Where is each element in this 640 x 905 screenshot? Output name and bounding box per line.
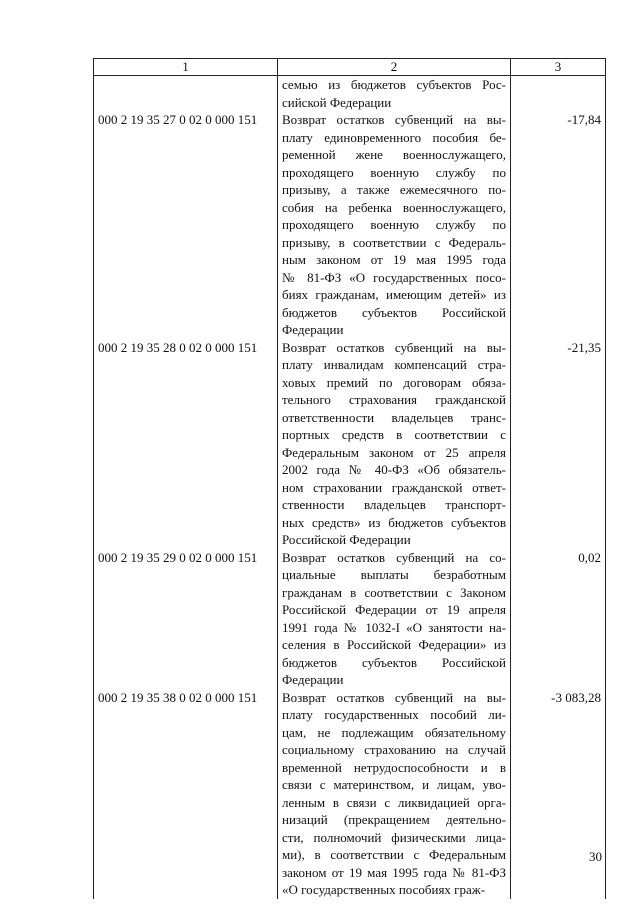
table-row — [94, 689, 606, 899]
text-line: селения в Российской Федерации» из — [282, 637, 506, 652]
text-line: временной нетрудоспособности и в — [282, 759, 506, 775]
row-description — [278, 549, 511, 689]
text-line: ховых премий по договорам обяза- — [282, 374, 506, 390]
text-line: циальные выплаты безработным — [282, 567, 506, 582]
table-row — [94, 76, 606, 112]
text-line: плату единовременного пособия бе- — [282, 129, 506, 145]
text-line: биях гражданам, имеющим детей» из — [282, 287, 506, 302]
text-line: бюджетов субъектов Российской — [282, 654, 506, 670]
header-row — [94, 59, 606, 76]
table-row — [94, 111, 606, 339]
text-line: Федерации — [282, 322, 344, 337]
text-line: Российской Федерации от 19 апреля — [282, 602, 506, 617]
text-line: ственности владельцев транспорт- — [282, 497, 506, 512]
text-line: цам, не подлежащим обязательному — [282, 724, 506, 740]
text-line: ным законом от 19 мая 1995 года — [282, 252, 506, 267]
text-line: Федеральным законом от 25 апреля — [282, 444, 506, 460]
text-line: Возврат остатков субвенций на вы- — [282, 689, 506, 705]
text-line: 1991 года № 1032-I «О занятости на- — [282, 619, 506, 635]
text-line: плату государственных пособий ли- — [282, 707, 506, 722]
table-row — [94, 549, 606, 689]
text-line: семью из бюджетов субъектов Рос- — [282, 77, 506, 92]
text-line: законом от 19 мая 1995 года № 81-ФЗ — [282, 864, 506, 880]
budget-code: 000 2 19 35 27 0 02 0 000 151 — [94, 111, 278, 339]
text-line: призыву, а также ежемесячного по- — [282, 182, 506, 197]
text-line: ленным в связи с ликвидацией орга- — [282, 794, 506, 810]
row-amount: -3 083,28 — [511, 689, 606, 899]
text-line: «О государственных пособиях граж- — [282, 882, 486, 897]
text-line: ном страховании гражданской ответ- — [282, 479, 506, 495]
header-col-3: 3 — [511, 59, 606, 76]
row-description — [278, 689, 511, 899]
table-row — [94, 339, 606, 549]
row-amount: -17,84 — [511, 111, 606, 339]
text-line: ременной жене военнослужащего, — [282, 147, 506, 162]
row-amount: -21,35 — [511, 339, 606, 549]
text-line: сийской Федерации — [282, 94, 392, 110]
header-col-1: 1 — [94, 59, 278, 76]
text-line: социальному страхованию на случай — [282, 742, 506, 757]
text-line: Возврат остатков субвенций на вы- — [282, 339, 506, 355]
text-line: проходящего военную службу по — [282, 164, 506, 180]
text-line: бюджетов субъектов Российской — [282, 304, 506, 320]
text-line: ных средств» из бюджетов субъектов — [282, 514, 506, 530]
text-line: 2002 года № 40-ФЗ «Об обязатель- — [282, 462, 506, 477]
row-description — [278, 111, 511, 339]
text-line: портных средств в соответствии с — [282, 427, 506, 442]
budget-code: 000 2 19 35 28 0 02 0 000 151 — [94, 339, 278, 549]
text-line: Российской Федерации — [282, 532, 411, 547]
row-amount: 0,02 — [511, 549, 606, 689]
text-line: сти, полномочий физическими лица- — [282, 829, 506, 845]
text-line: тельного страхования гражданской — [282, 392, 506, 407]
continuation-text — [278, 76, 511, 112]
budget-code: 000 2 19 35 38 0 02 0 000 151 — [94, 689, 278, 899]
text-line: проходящего военную службу по — [282, 217, 506, 232]
text-line: плату инвалидам компенсаций стра- — [282, 357, 506, 372]
text-line: Возврат остатков субвенций на вы- — [282, 112, 506, 127]
text-line: ответственности владельцев транс- — [282, 409, 506, 425]
text-line: Федерации — [282, 672, 344, 687]
text-line: Возврат остатков субвенций на со- — [282, 549, 506, 565]
budget-table — [93, 58, 606, 899]
text-line: собия на ребенка военнослужащего, — [282, 199, 506, 215]
header-col-2: 2 — [278, 59, 511, 76]
text-line: призыву, в соответствии с Федераль- — [282, 234, 506, 250]
text-line: ми), в соответствии с Федеральным — [282, 847, 506, 862]
text-line: низаций (прекращением деятельно- — [282, 812, 506, 827]
text-line: гражданам в соответствии с Законом — [282, 584, 506, 600]
budget-code: 000 2 19 35 29 0 02 0 000 151 — [94, 549, 278, 689]
row-description — [278, 339, 511, 549]
text-line: № 81-ФЗ «О государственных посо- — [282, 269, 506, 285]
page-number: 30 — [589, 849, 602, 864]
text-line: связи с материнством, и лицам, уво- — [282, 777, 506, 792]
